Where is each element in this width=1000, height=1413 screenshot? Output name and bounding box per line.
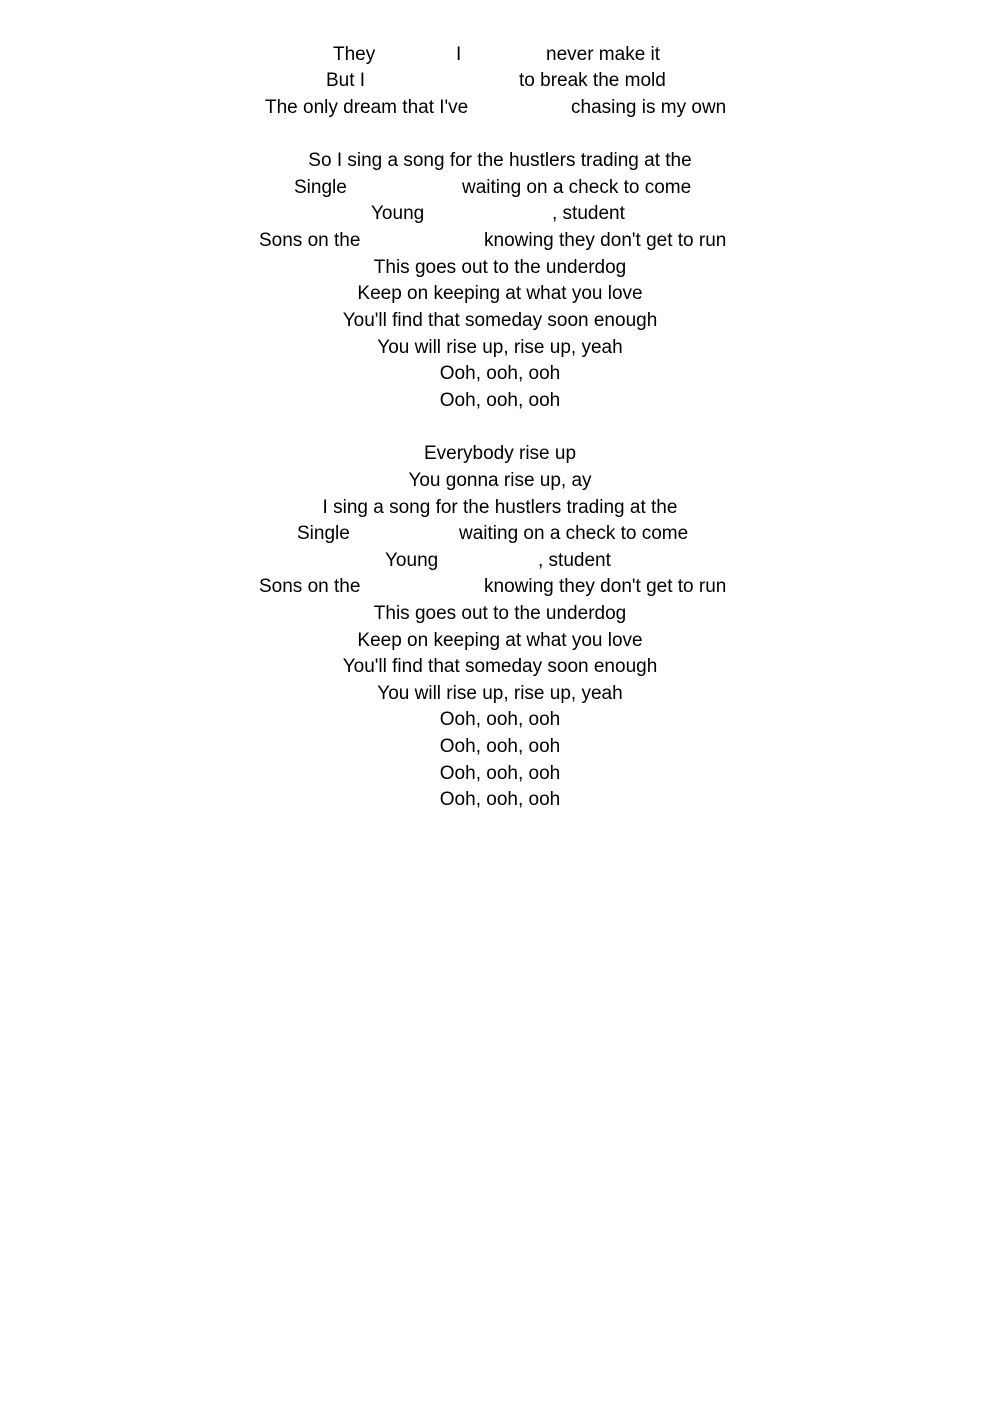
lyric-fragment: knowing they don't get to run [484,576,727,597]
lyric-line: So I sing a song for the hustlers trading at the [308,150,692,171]
lyric-line: Ooh, ooh, ooh [439,390,561,411]
lyric-line [0,520,1000,547]
lyric-line: You'll find that someday soon enough [342,310,658,331]
lyric-line: You will rise up, rise up, yeah [377,337,623,358]
lyric-fragment: never make it [546,44,661,65]
lyric-fragment: I [456,44,462,65]
lyric-line [0,174,1000,201]
lyric-fragment: , student [552,203,625,224]
lyric-line [0,200,1000,227]
lyric-fragment: Young [385,550,439,571]
lyric-line [0,67,1000,94]
lyric-line: Everybody rise up [423,443,577,464]
lyric-fragment: chasing is my own [571,97,727,118]
lyric-line: Ooh, ooh, ooh [439,363,561,384]
lyric-line: Ooh, ooh, ooh [439,736,561,757]
lyric-line: I sing a song for the hustlers trading at the [322,497,678,518]
lyric-fragment: , student [538,550,611,571]
lyric-line [0,227,1000,254]
lyric-line: Ooh, ooh, ooh [439,789,561,810]
lyric-line [0,41,1000,68]
lyric-line [0,94,1000,121]
lyric-line: Keep on keeping at what you love [357,630,643,651]
lyric-line: You'll find that someday soon enough [342,656,658,677]
lyric-fragment: Sons on the [259,576,361,597]
lyric-fragment: Single [297,523,350,544]
lyric-fragment: waiting on a check to come [459,523,689,544]
lyric-line: Keep on keeping at what you love [357,283,643,304]
lyric-fragment: Young [371,203,425,224]
lyric-line: This goes out to the underdog [373,603,627,624]
lyric-fragment: They [333,44,376,65]
lyric-line: This goes out to the underdog [373,257,627,278]
lyric-line: You will rise up, rise up, yeah [377,683,623,704]
lyric-line: Ooh, ooh, ooh [439,709,561,730]
lyric-line [0,573,1000,600]
lyric-fragment: waiting on a check to come [462,177,692,198]
lyric-line: You gonna rise up, ay [408,470,592,491]
lyric-fragment: Sons on the [259,230,361,251]
lyric-fragment: The only dream that I've [265,97,469,118]
lyric-fragment: Single [294,177,347,198]
lyric-fragment: But I [326,70,366,91]
lyric-line: Ooh, ooh, ooh [439,763,561,784]
lyric-fragment: to break the mold [519,70,666,91]
lyric-fragment: knowing they don't get to run [484,230,727,251]
lyric-line [0,547,1000,574]
